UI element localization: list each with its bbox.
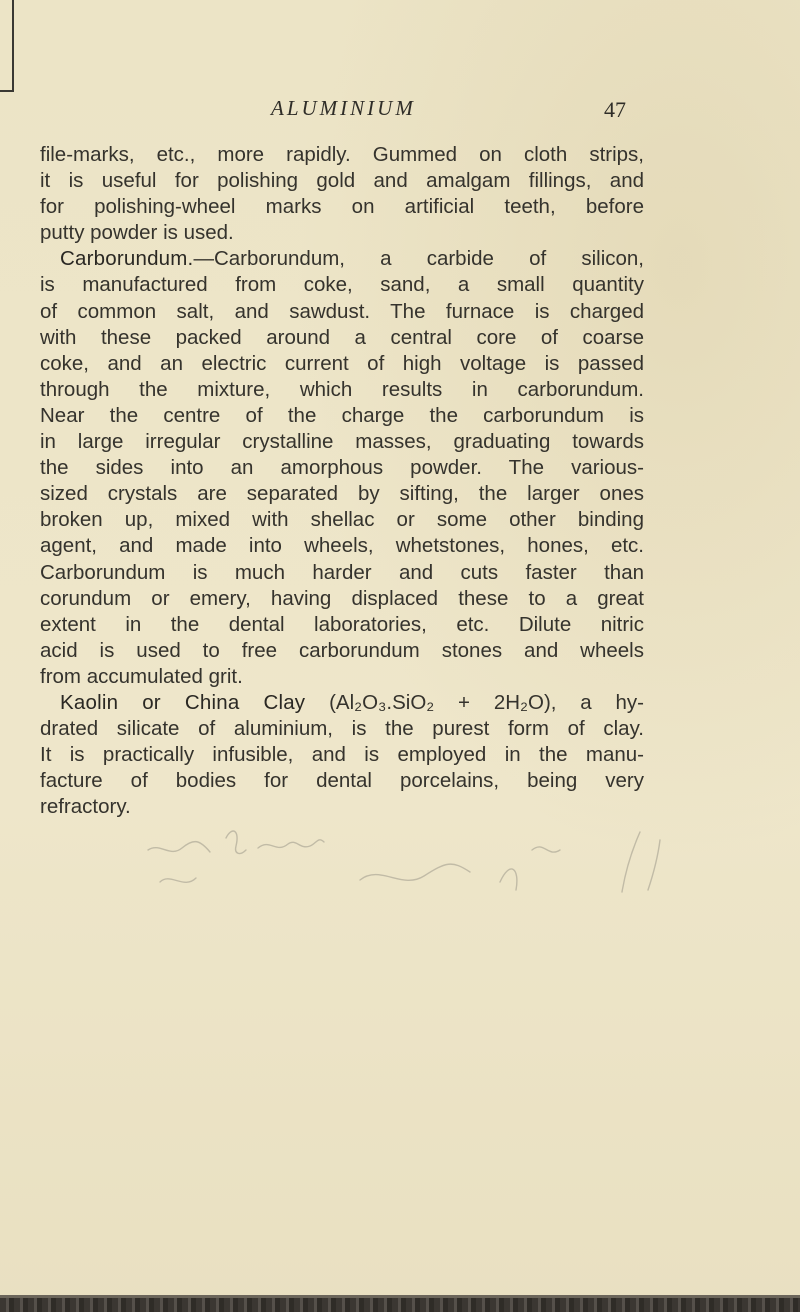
text-line: it is useful for polishing gold and amalgam fillings, and (40, 169, 644, 193)
text-line: from accumulated grit. (40, 664, 243, 688)
page-number: 47 (604, 97, 626, 122)
text-line: broken up, mixed with shellac or some other binding (40, 508, 644, 532)
text-line: coke, and an electric current of high voltage is passed (40, 351, 644, 375)
text-line: acid is used to free carborundum stones and wheels (40, 638, 644, 662)
faint-handwriting-stamp-icon (140, 820, 700, 910)
text-line: with these packed around a central core of coarse (40, 325, 644, 349)
text-line: file-marks, etc., more rapidly. Gummed on cloth strips, (40, 143, 644, 166)
text-line: drated silicate of aluminium, is the purest form of clay. (40, 717, 644, 741)
text-line: agent, and made into wheels, whetstones, hones, etc. (40, 534, 644, 558)
scan-edge-band (0, 1298, 800, 1312)
text-run: —Carborundum, a carbide of silicon, (193, 247, 644, 271)
text-line: extent in the dental laboratories, etc. Dilute nitric (40, 612, 644, 636)
text-line: refractory. (40, 795, 131, 819)
text-line: for polishing-wheel marks on artificial teeth, before (40, 195, 644, 219)
text-line: sized crystals are separated by sifting, the larger ones (40, 482, 644, 506)
term-heading: Kaolin or China Clay (60, 690, 306, 714)
text-line: the sides into an amorphous powder. The various- (40, 456, 644, 480)
text-line: putty powder is used. (40, 221, 234, 245)
text-run: (Al₂O₃.SiO₂ + 2H₂O), a hy- (305, 690, 645, 714)
text-line: is manufactured from coke, sand, a small quantity (40, 273, 644, 297)
text-line: Near the centre of the charge the carborundum is (40, 403, 644, 427)
page-header (0, 96, 800, 124)
paragraph-first-line (40, 690, 644, 716)
text-line: of common salt, and sawdust. The furnace is charged (40, 299, 644, 323)
text-line: in large irregular crystalline masses, graduating towards (40, 430, 644, 454)
term-heading: Carborundum. (60, 247, 194, 271)
paragraph-first-line (40, 246, 644, 272)
text-line: corundum or emery, having displaced these to a great (40, 586, 644, 610)
page-edge-line (0, 0, 14, 92)
text-line: It is practically infusible, and is employed in the manu- (40, 743, 644, 767)
text-line: through the mixture, which results in carborundum. (40, 377, 644, 401)
running-head: ALUMINIUM (271, 96, 416, 120)
text-line: facture of bodies for dental porcelains, being very (40, 769, 644, 793)
body-text (40, 142, 644, 820)
text-line: Carborundum is much harder and cuts faster than (40, 560, 644, 584)
